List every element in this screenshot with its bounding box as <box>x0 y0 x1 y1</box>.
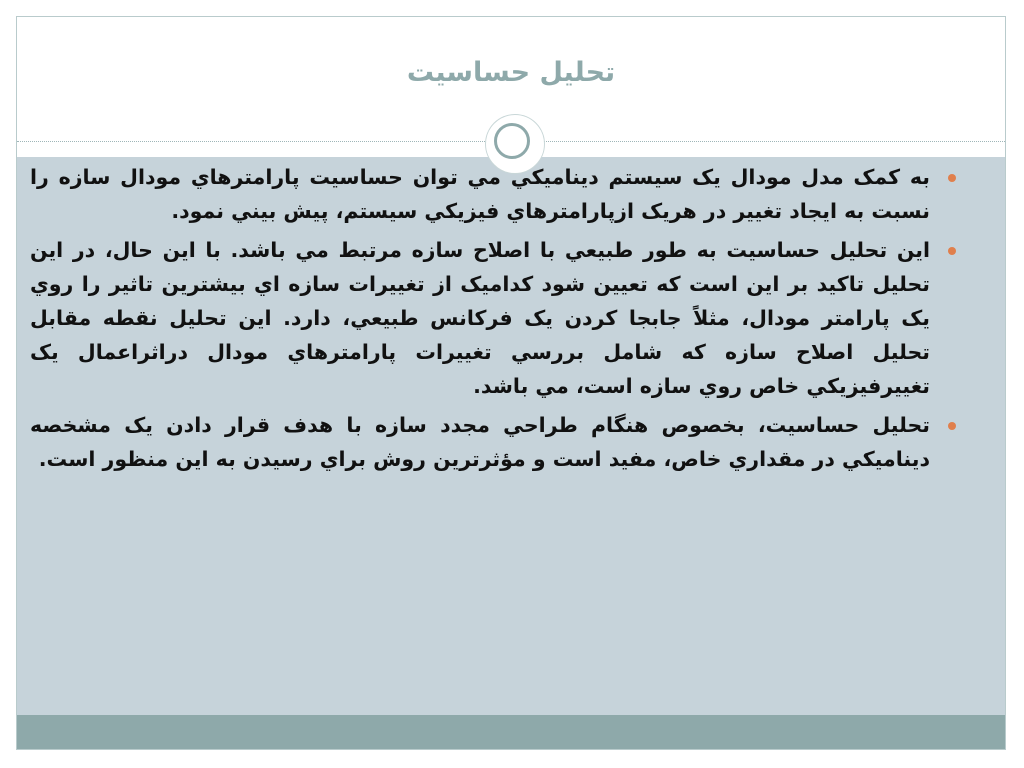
bullet-icon <box>948 422 956 430</box>
bullet-item <box>30 160 958 228</box>
ring-icon <box>494 123 530 159</box>
bullet-list <box>30 160 958 481</box>
bullet-item <box>30 233 958 403</box>
bullet-text: تحليل حساسيت، بخصوص هنگام طراحي مجدد سازه با هدف قرار دادن يک مشخصه ديناميکي در مقداري خاص، مفيد است و مؤثرترين روش براي رسيدن به اين منظور است. <box>30 413 930 471</box>
bullet-item <box>30 408 958 476</box>
bullet-icon <box>948 174 956 182</box>
bullet-text: اين تحليل حساسيت به طور طبيعي با اصلاح سازه مرتبط مي باشد. با اين حال، در اين تحليل تاکيد بر اين است که تعيين شود کداميک از تغييرات سازه اي بيشترين تاثير را روي يک پارامتر مودال، مثلاً جابجا کردن يک فرکانس طبيعي، دارد. اين تحليل نقطه مقابل تحليل اصلاح سازه که شامل بررسي تغييرات پارامترهاي مودال دراثراعمال يک تغييرفيزيکي خاص روي سازه است، مي باشد. <box>30 238 930 398</box>
slide-title: تحليل حساسيت <box>406 57 616 88</box>
footer-bar <box>17 715 1005 749</box>
bullet-icon <box>948 247 956 255</box>
bullet-text: به کمک مدل مودال يک سيستم ديناميکي مي توان حساسيت پارامترهاي مودال سازه را نسبت به ايجاد تغيير در هريک ازپارامترهاي فيزيکي سيستم، پيش بيني نمود. <box>30 165 930 223</box>
